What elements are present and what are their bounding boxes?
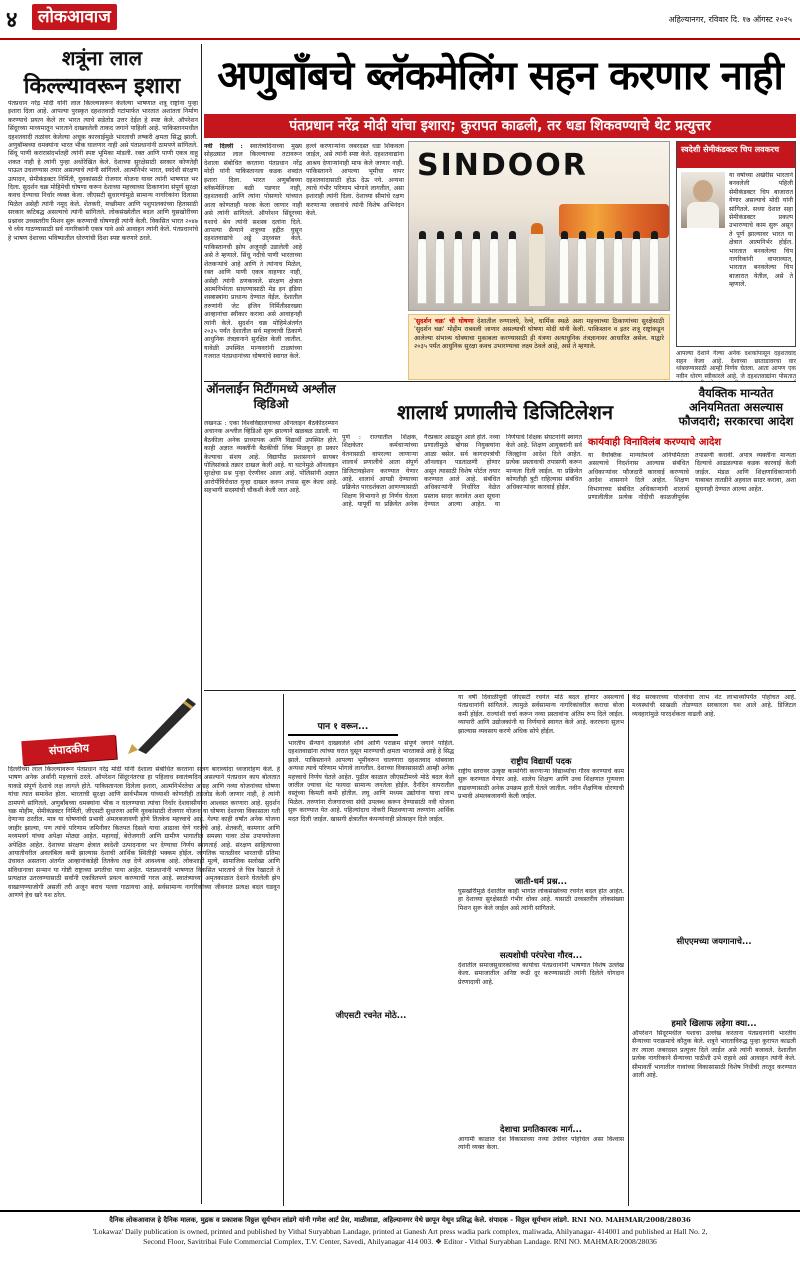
editorial-body: दिल्लीच्या लाल किल्ल्यावरून पंतप्रधान नरेंद्र मोदी यांनी देशाला संबोधित करताना सलग बाराव्यांदा ध्वजारोहण केले. हे भाषण अनेक अर्थांनी महत्त्वाचे ठरले. ऑपरेशन सिंदूरनंतरचा हा पहिलाच स्वातंत्र्यदिन असल्याने पंतप्रधान काय बोलतात याकडे संपूर्ण देशाचे लक्ष लागले होते. पाकिस्तानला दिलेला इशारा, आत्मनिर्भरतेचा आग्रह आणि नव्या योजनांच्या घोषणा यांचा त्यात समावेश होता. भारताची सुरक्षा आणि सार्वभौमत्व यांच्याशी कोणतीही तडजोड केली जाणार नाही, हे त्यांनी ठामपणे सांगितले. अणुबाँबच्या धमक्यांना भीक न घालण्याचा त्यांचा निर्धार देशवासीयांना आश्वस्त करणारा आहे. सुदर्शन चक्र मोहीम, सेमीकंडक्टर निर्मिती, जीएसटी सुधारणा आणि युवकांसाठी रोजगार योजना या घोषणा देशाच्या विकासाला गती देणाऱ्या ठरतील. मात्र या घोषणांची प्रभावी अंमलबजावणी होणे तितकेच महत्त्वाचे आहे. गेल्या काही वर्षांत अनेक योजना जाहीर झाल्या, पण त्यांचे परिणाम जमिनीवर कितपत दिसले याचा आढावा घेणे गरजेचे आहे. शेतकरी, कामगार आणि मध्यमवर्ग यांच्या अपेक्षा मोठ्या आहेत. महागाई, बेरोजगारी आणि ग्रामीण भागातील समस्या यावर ठोस उपाययोजना अपेक्षित आहेत. देशाच्या संरक्षण क्षेत्रात स्वदेशी उत्पादनावर भर देण्याचा निर्णय स्वागतार्ह आहे. संरक्षण साहित्याच्या आयातीवरील अवलंबित्व कमी झाल्यास देशाची आर्थिक स्थितीही भक्कम होईल. जागतिक पातळीवर भारताची प्रतिमा उंचावत असताना अंतर्गत आव्हानांकडेही तितकेच लक्ष देणे आवश्यक आहे. लोकशाही मूल्ये, सामाजिक सलोखा आणि संविधानाचा सन्मान या गोष्टी राष्ट्राच्या प्रगतीचा पाया आहेत. पंतप्रधानांनी भाषणात विकसित भारताचे जे चित्र रेखाटले ते प्रत्यक्षात उतरवण्यासाठी सर्वांनी एकत्रितपणे प्रयत्न करण्याची गरज आहे. स्वातंत्र्याच्या अमृतकाळात देशाने घेतलेली झेप वाखाणण्याजोगी असली तरी अजून बराच पल्ला गाठायचा आहे. सर्वसामान्य नागरिकांच्या जीवनात प्रत्यक्ष बदल घडवून आणणे हेच खरे यश ठरेल. [8,766,280,900]
subhead-4: सत्यशोधी परंपरेचा गौरव... [458,950,624,961]
subhead-1: राष्ट्रीय विद्यार्थी पदक [458,756,624,767]
subhead-4-body: देशातील समाजसुधारकांच्या कार्याचा पंतप्रधानांनी भाषणात विशेष उल्लेख केला. समाजातील अनिष्ट रूढी दूर करण्यासाठी त्यांनी दिलेले योगदान प्रेरणादायी आहे. [458,962,624,986]
sidebar-box [676,141,796,347]
pm-figure [529,234,545,306]
photo-caption [408,314,670,380]
imprint-english [8,1227,792,1247]
pm-quote [676,350,796,382]
editorial-tag: संपादकीय [21,735,116,765]
main-story-body: स्वातंत्र्यदिनाच्या मुख्य सोहळ्यात लाल किल्ल्याच्या तटावरून देशाला संबोधित करताना पंतप्रधान नरेंद्र मोदी यांनी पाकिस्तानला कडक शब्दांत इशारा दिला. भारत अणुबाँबच्या ब्लॅकमेलिंगला बळी पडणार नाही, दहशतवादी आणि त्यांना पोसणारे यांच्यात आता कोणताही फरक केला जाणार नाही असे त्यांनी सांगितले. ऑपरेशन सिंदूरच्या यशाचे श्रेय त्यांनी सशस्त्र दलांना दिले. आपल्या सैन्याने शत्रूच्या हद्दीत घुसून दहशतवाद्यांचे अड्डे उद्ध्वस्त केले. पाकिस्तानची झोप अजूनही उडालेली आहे असे ते म्हणाले. सिंधू नदीचे पाणी भारताच्या शेतकऱ्यांचे आहे आणि ते त्यांनाच मिळेल, रक्त आणि पाणी एकत्र वाहणार नाही, असेही त्यांनी ठणकावले. संरक्षण क्षेत्रात आत्मनिर्भरता साधण्यासाठी मेड इन इंडिया शस्त्रास्त्रांना प्राधान्य देण्यात येईल. देशातील तरुणांनी जेट इंजिन निर्मितीसारख्या आव्हानांचा स्वीकार करावा असे आवाहनही त्यांनी केले. सुदर्शन चक्र मोहिमेअंतर्गत २०३५ पर्यंत देशातील सर्व महत्त्वाची ठिकाणे आधुनिक तंत्रज्ञानाने सुरक्षित केली जातील. यावेळी उपस्थित मान्यवरांनी टाळ्यांच्या गजरात पंतप्रधानांच्या घोषणांचे स्वागत केले. [204,143,302,361]
subhead-7-body: ऑपरेशन सिंदूरमधील यशाचा उल्लेख करताना पंतप्रधानांनी भारतीय सैन्याच्या पराक्रमाचे कौतुक केले. शत्रूने भारताविरुद्ध पुन्हा कुरापत काढली तर त्याला जबरदस्त प्रत्युत्तर दिले जाईल असे त्यांनी बजावले. देशातील प्रत्येक नागरिकाने सैन्याच्या पाठीशी उभे राहावे असे आवाहन त्यांनी केले. सीमावर्ती भागातील गावांच्या विकासासाठी विशेष निधीची तरतूद करण्यात आली आहे. [632,1030,796,1080]
guard-figure [595,238,605,304]
main-story-col-1 [204,143,302,379]
imprint-footer [0,1210,800,1271]
continuation-label: पान १ वरून... [288,718,398,736]
date-line: अहिल्यानगर, रविवार दि. १७ ऑगस्ट २०२५ [668,15,792,24]
editorial-lead [8,694,112,734]
guard-figure [507,238,517,304]
guard-figure [417,238,427,304]
left-story-body: पंतप्रधान नरेंद्र मोदी यांनी लाल किल्ल्यावरून केलेल्या भाषणात शत्रू राष्ट्रांना पुन्हा इशारा दिला आहे. आपल्या पुरस्कृत दहशतवादी गटांमार्फत भारतात अशांतता निर्माण करण्याचे प्रयत्न केले तर भारत त्याचे सडेतोड उत्तर देईल हे स्पष्ट केले. ऑपरेशन सिंदूरच्या माध्यमातून भारताने दाखवलेली ताकद जगाने पाहिली आहे. पाकिस्तानमधील दहशतवादी तळांवर केलेल्या अचूक कारवाईमुळे भारताची लष्करी क्षमता सिद्ध झाली. अणुबॉम्बच्या धमक्यांना भारत भीक घालणार नाही असे पंतप्रधानांनी ठामपणे सांगितले. सिंधू पाणी करारासंदर्भातही त्यांनी स्पष्ट भूमिका मांडली. रक्त आणि पाणी एकत्र वाहू शकत नाही हे त्यांनी पुन्हा अधोरेखित केले. देशाच्या सुरक्षेसाठी सरकार कोणतेही पाऊल उचलण्यास तयार असल्याचे त्यांनी सांगितले. आत्मनिर्भर भारत, स्वदेशी संरक्षण उत्पादन, सेमीकंडक्टर निर्मिती, युवकांसाठी रोजगार योजना यावर त्यांनी भाषणात भर दिला. सुदर्शन चक्र मोहिमेची घोषणा करून देशाच्या महत्त्वाच्या ठिकाणांना संपूर्ण सुरक्षा कवच देण्याचा निर्धार व्यक्त केला. जीएसटी सुधारणांमुळे सामान्य नागरिकांना दिलासा मिळेल असेही त्यांनी नमूद केले. शेतकरी, मच्छीमार आणि पशुपालकांच्या हितासाठी सरकार कटिबद्ध असल्याचे त्यांनी सांगितले. लोकसंख्येतील बदल आणि घुसखोरीच्या प्रश्नावर उच्चस्तरीय मिशन सुरू करण्याची घोषणाही त्यांनी केली. विकसित भारत २०४७ चे ध्येय गाठण्यासाठी सर्व नागरिकांनी एकत्र यावे असे आवाहन त्यांनी केले. पंतप्रधानांचे हे भाषण देशाच्या भविष्यातील धोरणांची दिशा स्पष्ट करणारे ठरले. [8,100,198,242]
main-story-byline: नवी दिल्ली : [204,143,251,150]
online-story-body: लखनऊ : एका विश्वविद्यालयाच्या ऑनलाइन बैठकीदरम्यान अचानक अश्लील व्हिडिओ सुरू झाल्याने खळबळ उडाली. या बैठकीला अनेक प्राध्यापक आणि विद्यार्थी उपस्थित होते. काही अज्ञात व्यक्तींनी बैठकीची लिंक मिळवून हा प्रकार केल्याचा संशय आहे. विद्यापीठ प्रशासनाने सायबर पोलिसांकडे तक्रार दाखल केली आहे. या घटनेमुळे ऑनलाइन सुरक्षेचा प्रश्न पुन्हा ऐरणीवर आला आहे. पोलिसांनी अज्ञात आरोपींविरोधात गुन्हा दाखल करून तपास सुरू केला आहे. सहभागी सदस्यांची चौकशी केली जात आहे. [204,420,338,495]
main-headline: अणुबाँबचे ब्लॅकमेलिंग सहन करणार नाही [217,53,783,99]
pm-quote-text: आपल्या देशाने गेल्या अनेक दशकांपासून दहशतवाद सहन केला आहे. देशाच्या छाताडावरचा वार थांबवण्यासाठी आम्ही निर्णय घेतला. आता आपण एक नवीन धोरण स्वीकारले आहे. जे दहशतवाद्यांना पोसतात [676,350,796,380]
main-subheadline: पंतप्रधान नरेंद्र मोदी यांचा इशारा; कुरापत काढली, तर धडा शिकवण्याचे थेट प्रत्युत्तर [204,114,796,138]
guard-figure [631,238,641,304]
guard-figure [577,238,587,304]
sidebar-body: या वर्षाच्या अखेरीस भारताने बनवलेली पहिली सेमीकंडक्टर चिप बाजारात येणार असल्याचे मोदी यांनी सांगितले. सध्या देशात सहा सेमीकंडक्टर प्रकल्प उभारण्याचे काम सुरू असून ते पूर्ण झाल्यावर भारत या क्षेत्रात आत्मनिर्भर होईल. भारतात बनवलेल्या चिप नागरिकांनी वापराव्यात, भारतात बनवलेल्या चिप बाजारात येतील, असे ते म्हणाले. [729,172,793,289]
right-story-kicker: कार्यवाही विनाविलंब करण्याचे आदेश [588,437,722,448]
digital-story-title: शालार्थ प्रणालीचे डिजिटिलेशन [396,400,614,424]
photo-caption-lead: 'सुदर्शन चक्र' ची घोषणा [414,318,474,325]
subhead-7: हमारे खिलाफ लड़ेगा क्या... [632,1018,796,1029]
guard-figure [453,238,463,304]
imprint-marathi: दैनिक लोकआवाज हे दैनिक मालक, मुद्रक व प्रकाशक विठ्ठल सूर्यभान लांडगे यांनी गणेश आर्ट प्रेस, माळीवाडा, अहिल्यानगर येथे छापून येथून प्रसिद्ध केले. संपादक - विठ्ठल सूर्यभान लांडगे. RNI NO. MAHMAR/2008/28036 [109,1216,691,1224]
page-number: ४ [6,8,18,33]
digital-story-body: पुणे : राज्यातील शिक्षक, शिक्षकेतर कर्मचाऱ्यांच्या वेतनासाठी वापरल्या जाणाऱ्या शालार्थ प्रणालीचे आता संपूर्ण डिजिटायझेशन करण्यात येणार आहे. शालार्थ आयडी देण्याच्या प्रक्रियेत पारदर्शकता आणण्यासाठी शिक्षण विभागाने हा निर्णय घेतला आहे. यापूर्वी या प्रक्रियेत अनेक गैरप्रकार आढळून आले होते. नव्या प्रणालीमुळे बोगस नियुक्त्यांना आळा बसेल. सर्व कागदपत्रांची ऑनलाइन पडताळणी होणार असून त्यासाठी विशेष पोर्टल तयार करण्यात आले आहे. संबंधित अधिकाऱ्यांनी निर्धारित वेळेत प्रस्ताव सादर करावेत अशा सूचना देण्यात आल्या आहेत. या निर्णयाचे शिक्षक संघटनांनी स्वागत केले आहे. शिक्षण आयुक्तांनी सर्व जिल्ह्यांना आदेश दिले आहेत. प्रत्येक प्रस्तावाची तपासणी करून मान्यता दिली जाईल. या प्रक्रियेत कोणतीही त्रुटी राहिल्यास संबंधित अधिकाऱ्यांवर कारवाई होईल. [342,434,582,509]
continuation-body: भारतीय सैन्याने दाखवलेले शौर्य आणि पराक्रम संपूर्ण जगाने पाहिले. दहशतवाद्यांना त्यांच्या घरात घुसून मारण्याची क्षमता भारताकडे आहे हे सिद्ध झाले. पाकिस्तानने आपल्या भूमीवरून चालणारा दहशतवाद थांबवावा अन्यथा त्याचे परिणाम भोगावे लागतील. देशाच्या विकासासाठी आम्ही अनेक महत्त्वाचे निर्णय घेतले आहेत. पुढील काळात जीएसटीमध्ये मोठे बदल केले जातील ज्याचा थेट फायदा सामान्य जनतेला होईल. दैनंदिन वापरातील वस्तूंच्या किमती कमी होतील. लघु आणि मध्यम उद्योगांना याचा लाभ मिळेल. तरुणांना रोजगाराच्या संधी उपलब्ध करून देण्यासाठी नवी योजना सुरू करण्यात येत आहे. पहिल्यांदाच नोकरी मिळवणाऱ्या तरुणांना आर्थिक मदत दिली जाईल. खासगी क्षेत्रातील कंपन्यांनाही प्रोत्साहन दिले जाईल. [288,740,454,823]
photo-banner-word: SINDOOR [417,148,588,183]
guard-figure [649,238,659,304]
column-divider [283,694,284,1206]
right-story-body: या वैयक्तिक मान्यतेमध्ये अनियमितता असल्याचे निदर्शनास आल्यास संबंधित अधिकाऱ्यांवर फौजदारी कारवाई करण्याचे आदेश शासनाने दिले आहेत. शिक्षण विभागाच्या संबंधित अधिकाऱ्यांनी शालार्थ प्रणालीतील प्रत्येक नोंदीची काळजीपूर्वक तपासणी करावी. अपात्र व्यक्तींना मान्यता दिल्याचे आढळल्यास कडक कारवाई केली जाईल. मंडळ आणि शिक्षणाधिकाऱ्यांनी याबाबत तातडीने अहवाल सादर करावा, अशा सूचनाही देण्यात आल्या आहेत. [588,452,796,502]
subhead-2-body: राष्ट्रीय स्तरावर उत्कृष्ट कामगिरी करणाऱ्या विद्यार्थ्यांचा गौरव करण्याचे काम सुरू करण्यात येणार आहे. शालेय शिक्षण आणि उच्च शिक्षणात गुणवत्ता वाढवण्यासाठी अनेक उपक्रम हाती घेतले जातील. नवीन शैक्षणिक धोरणाची प्रभावी अंमलबजावणी केली जाईल. [458,768,624,801]
guard-figure [435,238,445,304]
column-divider [628,694,629,1206]
online-story-title: ऑनलाईन मिटींगमध्ये अश्लील व्हिडिओ [206,382,336,411]
paper-logo: लोकआवाज [32,4,117,30]
left-story-kicker: शत्रूंना लाल [61,46,143,70]
photo-caption-text: देशातील रुग्णालये, रेल्वे, धार्मिक स्थळे अशा महत्त्वाच्या ठिकाणांच्या सुरक्षेसाठी 'सुदर्शन चक्र' मोहीम राबवली जाणार असल्याची घोषणा मोदी यांनी केली. पाकिस्तान व इतर शत्रू राष्ट्रांकडून आलेल्या संभाव्य धोक्याचा मुकाबला करण्यासाठी ही यंत्रणा अत्याधुनिक तंत्रज्ञानावर आधारित असेल. याद्वारे २०३५ पर्यंत आधुनिक सुरक्षा कवच उभारण्याचा लक्ष्य ठेवले आहे, असे ते म्हणाले. [414,318,664,351]
subhead-3: जाती-धर्म प्रश्न... [458,876,624,887]
main-story-col-2: हल्ले करणाऱ्यांना जबरदस्त धडा शिकवला जाईल, असे त्यांनी स्पष्ट केले. दहशतवाद्यांना आश्रय देणाऱ्यांनाही माफ केले जाणार नाही. पाकिस्तानने आपल्या भूमीचा वापर दहशतवादासाठी होऊ देऊ नये. अन्यथा त्याचे गंभीर परिणाम भोगावे लागतील, असा इशाराही त्यांनी दिला. देशाच्या सीमांचे रक्षण करणाऱ्या जवानांचे त्यांनी विशेष अभिनंदन केले. [306,143,404,218]
guard-figure [471,238,481,304]
guard-figure [613,238,623,304]
left-story-title: किल्ल्यावरून इशारा [23,74,181,99]
right-story-title: वैयक्तिक मान्यतेत अनियमितता असल्यास फौजदारी; सरकारचा आदेश [678,386,794,428]
subhead-5-body: आगामी काळात देश विकासाच्या नव्या उंचीवर पोहोचेल असा विश्वास त्यांनी व्यक्त केला. [458,1136,624,1152]
subhead-6: सीएएमच्या जयगानाचे... [632,936,796,947]
right-col-text: केंद्र सरकारच्या योजनांचा लाभ थेट लाभार्थ्यांपर्यंत पोहोचत आहे. मध्यस्थांची साखळी तोडण्यात सरकारला यश आले आहे. डिजिटल व्यवहारांमुळे पारदर्शकता वाढली आहे. [632,694,796,718]
fountain-pen-icon [118,690,200,754]
imprint-english-line-2: Second Floor, Savitribai Fule Commercial Complex, T.V. Center, Savedi, Ahilyanagar 414 003. ❖ Editor - Vithal Suryabhan Landage. RNI NO. MAHMAR/2008/28036 [143,1237,657,1246]
guard-figure [559,238,569,304]
guard-figure [489,238,499,304]
sindoor-ceremony-photo [408,141,670,311]
section-divider [204,690,796,691]
sidebar-title: स्वदेशी सेमीकंडक्टर चिप लवकरच [677,142,795,168]
subhead-3-body: घुसखोरीमुळे देशातील काही भागांत लोकसंख्येच्या रचनेत बदल होत आहेत. हा देशाच्या सुरक्षेसाठी गंभीर धोका आहे. यासाठी उच्चस्तरीय लोकसंख्या मिशन सुरू केले जाईल असे त्यांनी सांगितले. [458,888,624,912]
masthead [0,0,800,40]
imprint-english-line-1: 'Lokawaz' Daily publication is owned, printed and published by Vithal Suryabhan Landage, printed at Ganesh Art press wadia park complex, maliwada, Ahilyanagar- 414001 and published at Hall No. 2, [92,1227,708,1236]
subhead-5: देशाचा प्रगतिकारक मार्ग... [458,1124,624,1135]
col-text: या वर्षी दिवाळीपूर्वी जीएसटी रचनेत मोठे बदल होणार असल्याचे पंतप्रधानांनी सांगितले. त्यामुळे सर्वसामान्य नागरिकांवरील कराचा बोजा कमी होईल. राज्यांशी चर्चा करून नव्या प्रस्तावांना अंतिम रूप दिले जाईल. व्यापारी आणि उद्योजकांनी या निर्णयाचे स्वागत केले आहे. कररचना सुलभ झाल्यास व्यवसाय करणे अधिक सोपे होईल. [458,694,624,735]
subhead-jst: जीएसटी रचनेत मोठे... [288,1010,454,1021]
sidebar-portrait [681,172,725,228]
